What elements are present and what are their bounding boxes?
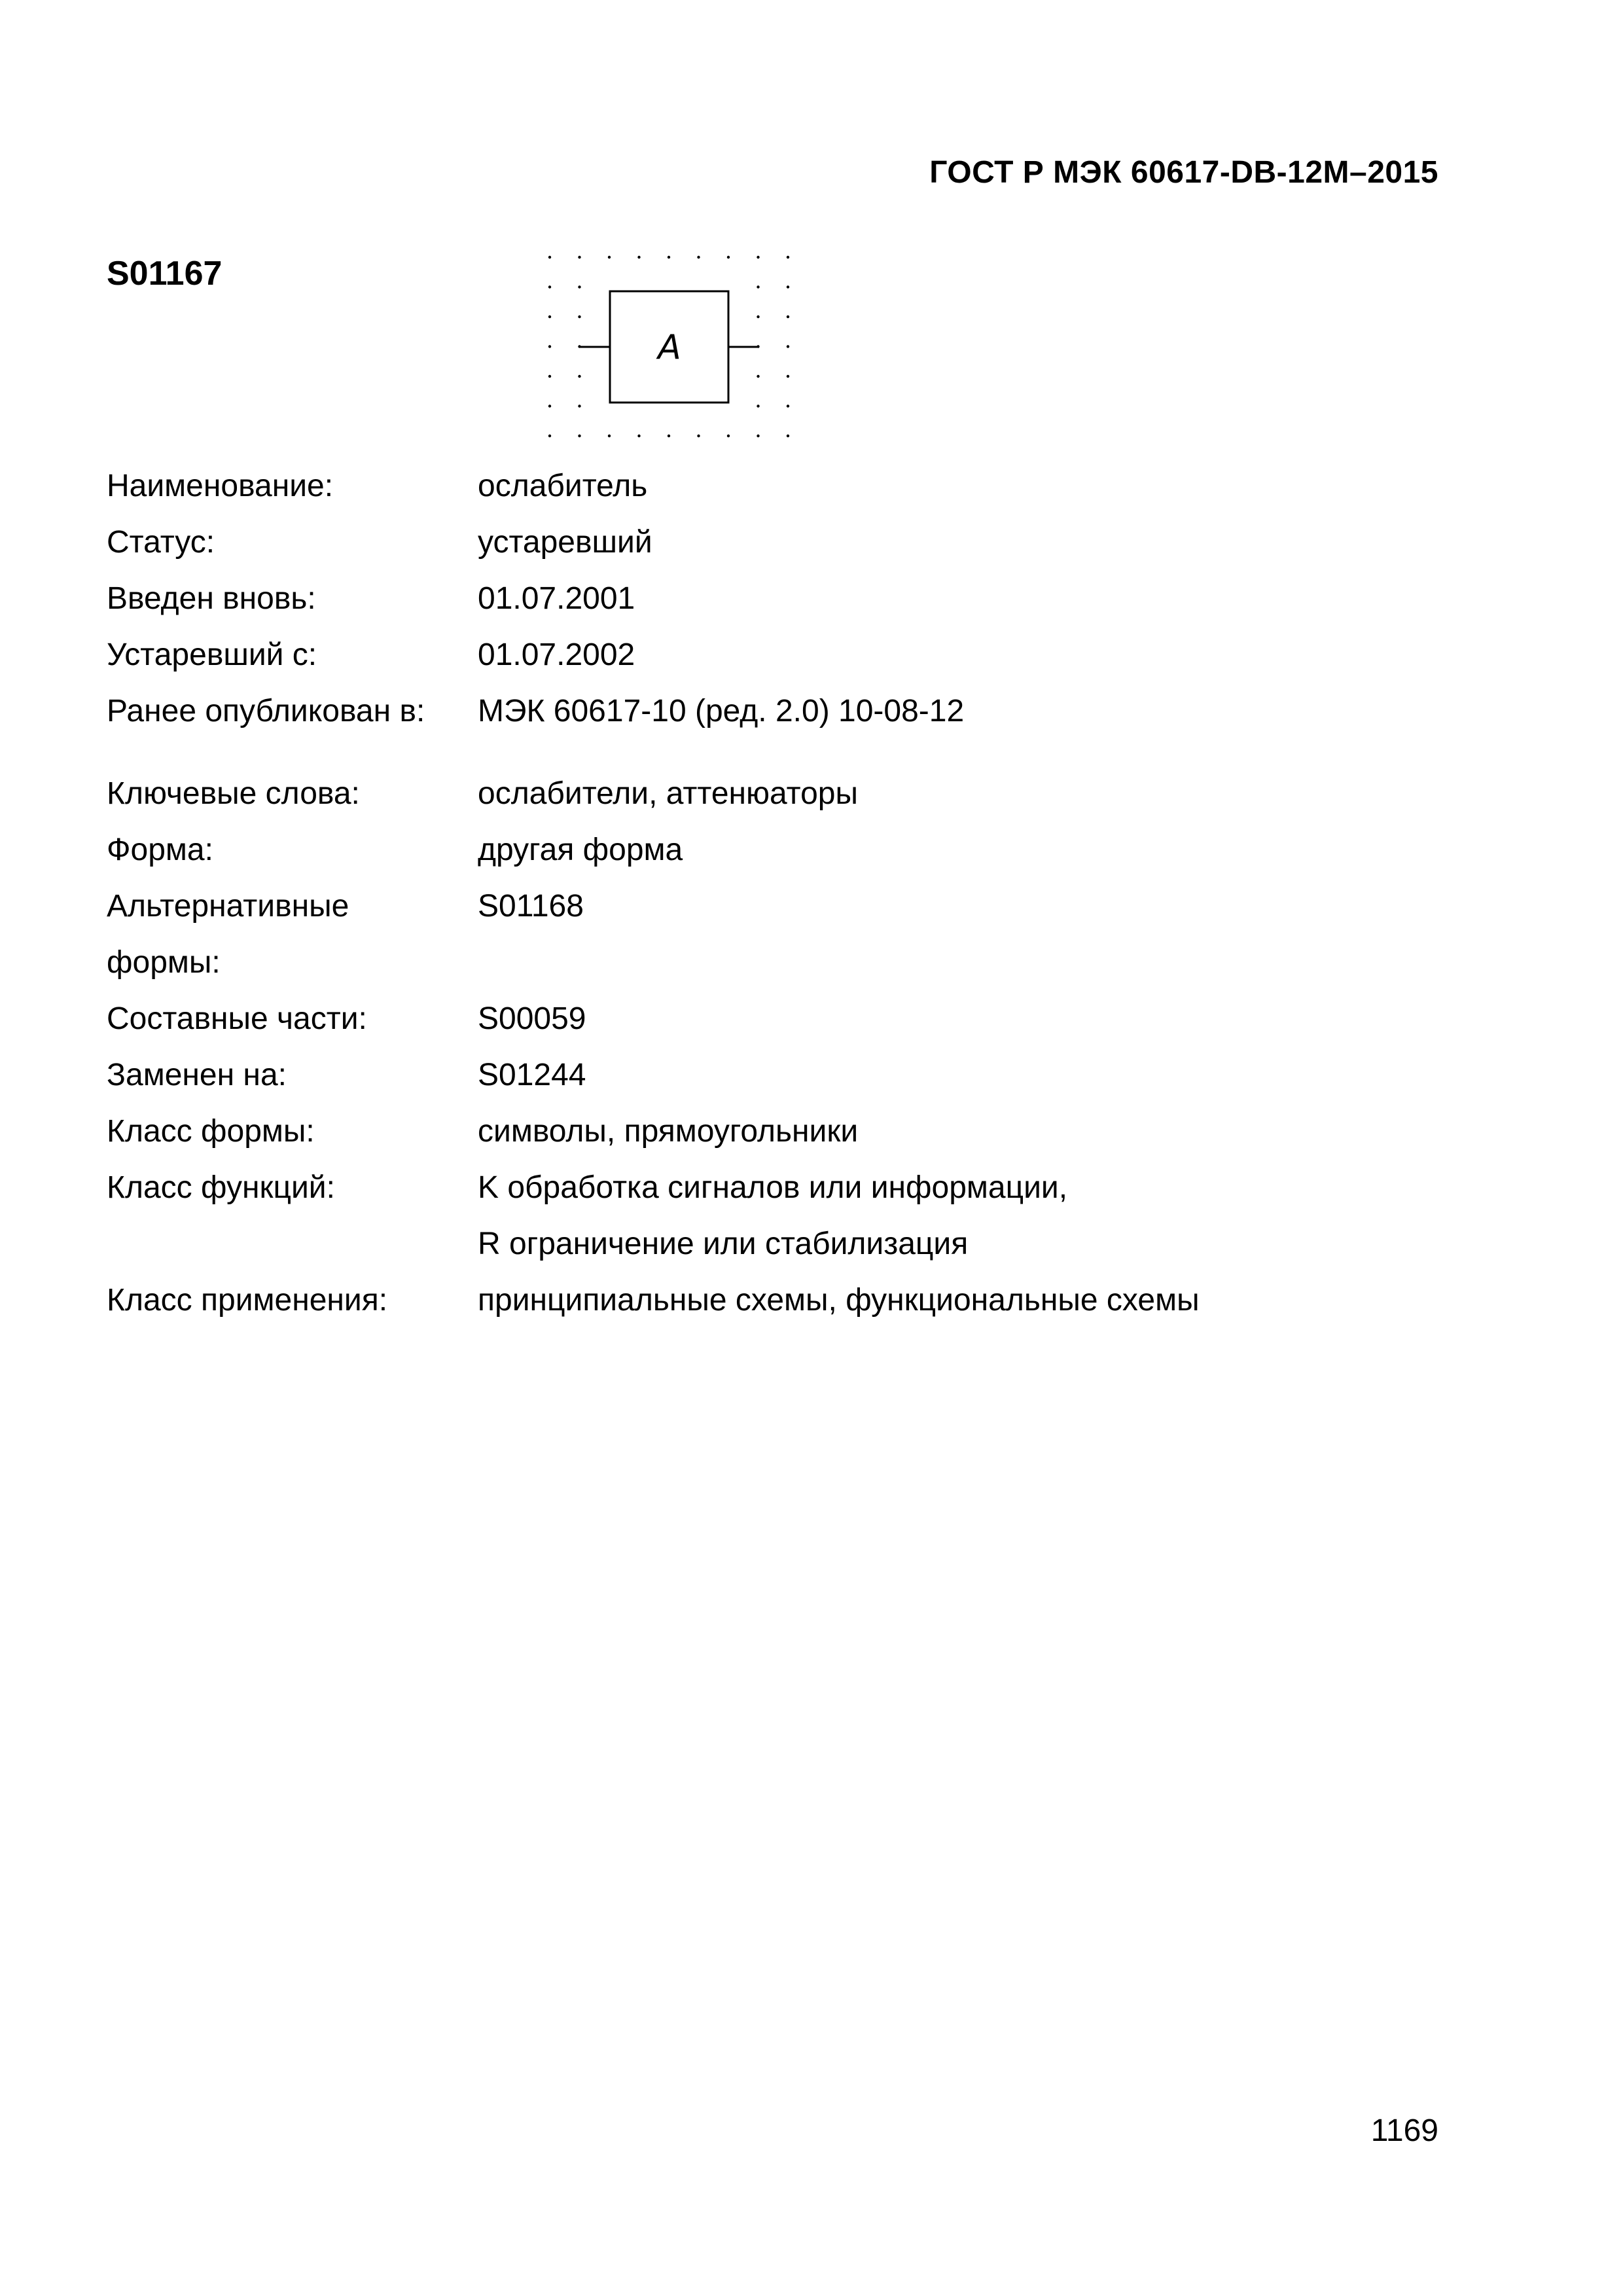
grid-dot — [787, 404, 789, 407]
grid-dot — [757, 404, 759, 407]
property-label: Устаревший с: — [107, 637, 317, 672]
grid-dot — [787, 345, 789, 348]
property-label: Класс функций: — [107, 1170, 335, 1205]
property-label — [107, 878, 460, 991]
property-value: S00059 — [478, 1001, 586, 1036]
grid-dot — [787, 435, 789, 437]
grid-dot — [757, 315, 759, 318]
property-label: Составные части: — [107, 1001, 367, 1036]
property-row-name — [107, 458, 1481, 514]
property-label: Класс формы: — [107, 1114, 315, 1149]
property-label: Ключевые слова: — [107, 776, 360, 811]
property-row-introduced — [107, 571, 1481, 627]
grid-dot — [757, 435, 759, 437]
grid-dot — [548, 435, 551, 437]
grid-dot — [578, 375, 580, 378]
property-value: 01.07.2002 — [478, 637, 635, 672]
grid-dot — [578, 435, 580, 437]
property-label: Статус: — [107, 525, 215, 560]
property-row-form-class — [107, 1103, 1481, 1160]
grid-dot — [637, 256, 640, 259]
property-value: ослабители, аттенюаторы — [478, 776, 858, 811]
grid-dot — [548, 375, 551, 378]
property-row-replaced-by — [107, 1047, 1481, 1103]
page-number: 1169 — [1370, 2113, 1438, 2148]
grid-dot — [668, 256, 670, 259]
property-value — [478, 1160, 1067, 1272]
grid-dot — [697, 256, 700, 259]
property-value: другая форма — [478, 833, 683, 867]
property-value: ослабитель — [478, 469, 648, 503]
property-row-status — [107, 514, 1481, 571]
property-row-keywords — [107, 766, 1481, 822]
grid-dot — [548, 404, 551, 407]
grid-dot — [757, 285, 759, 288]
grid-dot — [608, 256, 611, 259]
property-row-form — [107, 822, 1481, 878]
grid-dot — [578, 285, 580, 288]
property-label: Форма: — [107, 833, 213, 867]
property-row-components — [107, 991, 1481, 1047]
property-row-obsolete-since — [107, 627, 1481, 683]
grid-dot — [727, 256, 730, 259]
document-header: ГОСТ Р МЭК 60617-DB-12M–2015 — [929, 155, 1438, 190]
property-value: МЭК 60617-10 (ред. 2.0) 10-08-12 — [478, 694, 965, 728]
grid-dot — [548, 315, 551, 318]
grid-dot — [548, 345, 551, 348]
grid-dot — [548, 256, 551, 259]
grid-dot — [787, 315, 789, 318]
grid-dot — [608, 435, 611, 437]
grid-dot — [787, 256, 789, 259]
property-row-published-in — [107, 683, 1481, 740]
property-value: 01.07.2001 — [478, 581, 635, 616]
property-label: Ранее опубликован в: — [107, 694, 425, 728]
grid-dot — [668, 435, 670, 437]
property-value: символы, прямоугольники — [478, 1114, 859, 1149]
property-label: Введен вновь: — [107, 581, 316, 616]
property-label-line: Альтернативные — [107, 889, 349, 924]
grid-dot — [578, 315, 580, 318]
property-value-line: R ограничение или стабилизация — [478, 1227, 969, 1261]
grid-dot — [697, 435, 700, 437]
grid-dot — [787, 285, 789, 288]
property-label: Заменен на: — [107, 1058, 287, 1092]
attenuator-symbol-diagram — [543, 249, 812, 445]
property-value: S01168 — [478, 889, 584, 924]
grid-dot — [757, 256, 759, 259]
grid-dot — [727, 435, 730, 437]
property-row-alternative-forms — [107, 878, 1481, 991]
property-value: S01244 — [478, 1058, 586, 1092]
symbol-code: S01167 — [107, 255, 223, 293]
property-value: устаревший — [478, 525, 652, 560]
grid-dot — [757, 375, 759, 378]
grid-dot — [787, 375, 789, 378]
grid-dot — [548, 285, 551, 288]
property-label: Наименование: — [107, 469, 334, 503]
symbol-letter: A — [658, 328, 681, 367]
grid-dot — [637, 435, 640, 437]
grid-dot — [578, 404, 580, 407]
property-label: Класс применения: — [107, 1283, 388, 1318]
properties-list — [107, 458, 1481, 1329]
property-value: принципиальные схемы, функциональные схемы — [478, 1283, 1200, 1318]
property-row-application-class — [107, 1272, 1481, 1329]
property-row-function-class — [107, 1160, 1481, 1272]
property-label-line: формы: — [107, 945, 221, 980]
grid-dot — [578, 256, 580, 259]
property-value-line: K обработка сигналов или информации, — [478, 1170, 1068, 1205]
